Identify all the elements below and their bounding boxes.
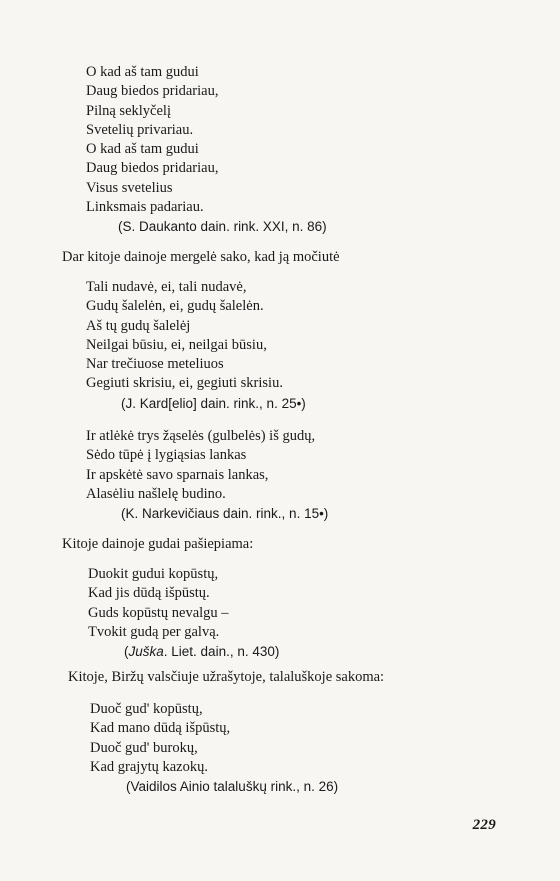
verse-block-2 (86, 278, 306, 413)
verse-line: Neilgai būsiu, ei, neilgai būsiu, (86, 336, 267, 353)
verse-block-1 (86, 63, 327, 237)
verse-line: Duokit gudui kopūstų, (88, 566, 219, 582)
verse-line: Guds kopūstų nevalgu – (88, 604, 229, 621)
verse-line: Kad mano dūdą išpūstų, (90, 720, 231, 737)
verse-citation: (J. Kard[elio] dain. rink., n. 25•) (121, 395, 306, 411)
verse-line: Duoč gud' burokų, (90, 739, 198, 756)
verse-line: Duoč gud' kopūstų, (90, 701, 203, 717)
verse-citation: (K. Narkevičiaus dain. rink., n. 15•) (121, 506, 329, 522)
citation-source: . Liet. dain., n. 430) (163, 644, 280, 660)
verse-line: Nar trečiuose meteliuos (86, 356, 224, 373)
verse-line: Linksmais padariau. (86, 199, 204, 216)
verse-line: Ir atlėkė trys žąselės (gulbelės) iš gudų, (86, 428, 316, 444)
verse-line: Gegiuti skrisiu, ei, gegiuti skrisiu. (86, 375, 283, 392)
verse-line: Gudų šalelėn, ei, gudų šalelėn. (86, 298, 264, 315)
prose-paragraph: Dar kitoje dainoje mergelė sako, kad ją močiutė (62, 249, 340, 265)
verse-line: Kad jis dūdą išpūstų. (88, 585, 210, 602)
citation-open: ( (124, 644, 129, 660)
verse-block-5 (90, 700, 338, 796)
verse-line: Pilną seklyčelį (86, 102, 171, 119)
verse-line: Daug biedos pridariau, (86, 83, 219, 100)
verse-line: O kad aš tam gudui (86, 64, 199, 80)
verse-line: Alasėliu našlelę budino. (86, 485, 226, 502)
verse-citation: (Vaidilos Ainio talaluškų rink., n. 26) (126, 779, 339, 795)
page-number: 229 (472, 817, 496, 833)
prose-paragraph: Kitoje dainoje gudai pašiepiama: (62, 536, 254, 552)
verse-line: Sėdo tūpė į lygiąsias lankas (86, 447, 247, 464)
verse-line: Visus svetelius (86, 179, 173, 196)
verse-citation: (S. Daukanto dain. rink. XXI, n. 86) (118, 219, 327, 235)
prose-paragraph: Kitoje, Biržų valsčiuje užrašytoje, talaluškoje sakoma: (68, 669, 385, 685)
verse-line: Tali nudavė, ei, tali nudavė, (86, 279, 247, 295)
verse-line: Daug biedos pridariau, (86, 160, 219, 177)
verse-line: O kad aš tam gudui (86, 141, 199, 158)
citation-author: Juška (128, 644, 164, 660)
verse-line: Svetelių privariau. (86, 121, 194, 138)
verse-citation (88, 642, 279, 661)
verse-block-4 (88, 565, 279, 661)
verse-line: Aš tų gudų šalelėj (86, 317, 191, 334)
verse-line: Ir apskėtė savo sparnais lankas, (86, 466, 269, 483)
verse-line: Kad grajytų kazokų. (90, 758, 208, 775)
verse-block-3 (86, 427, 328, 523)
verse-line: Tvokit gudą per galvą. (88, 623, 220, 640)
